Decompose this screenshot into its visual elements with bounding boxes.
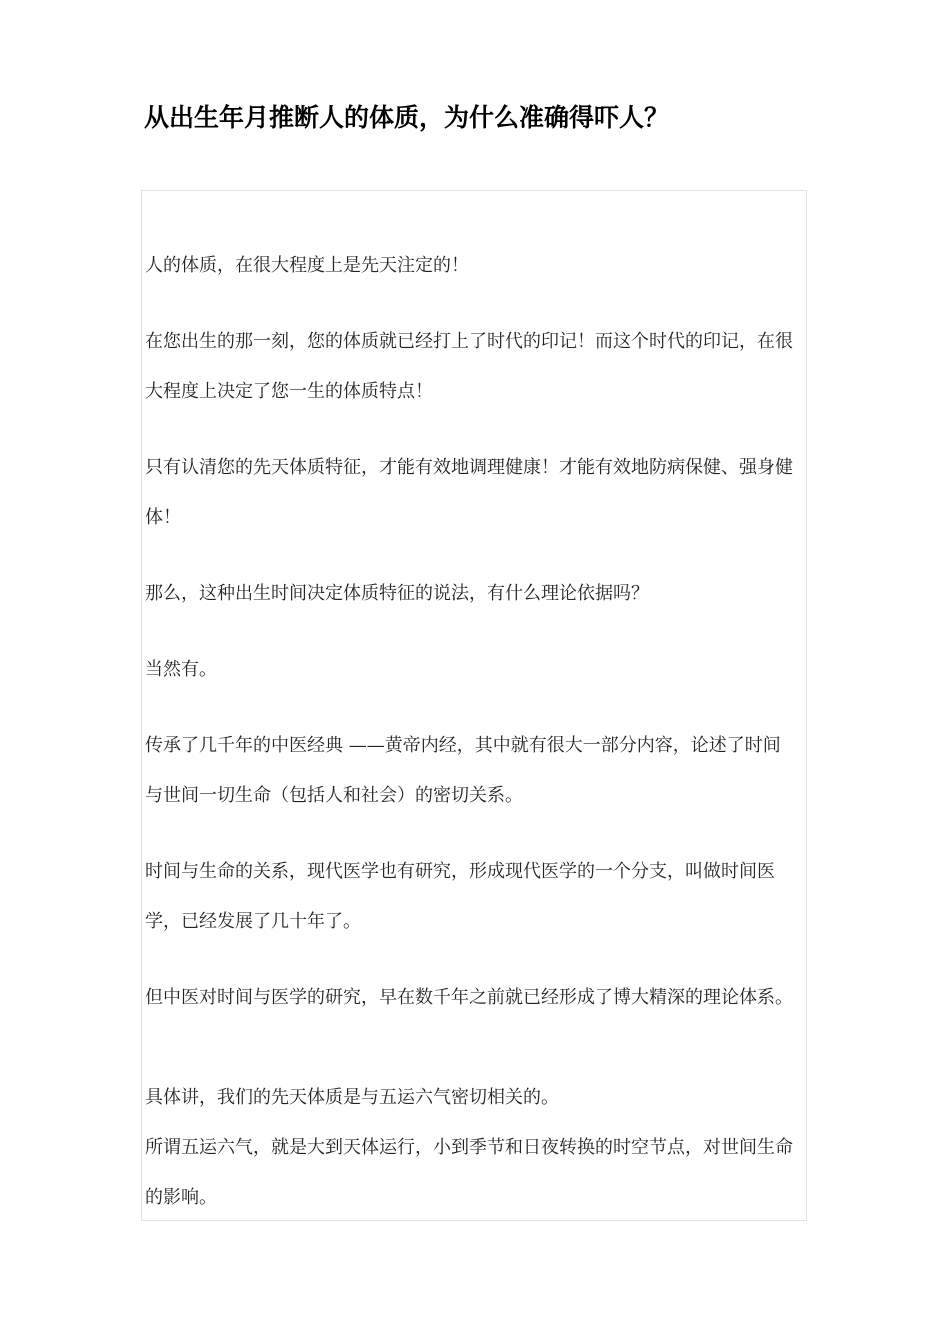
paragraph-4: 那么，这种出生时间决定体质特征的说法，有什么理论依据吗？ xyxy=(145,583,649,604)
paragraph-7: 时间与生命的关系，现代医学也有研究，形成现代医学的一个分支，叫做时间医学，已经发展了几十年了。 xyxy=(145,861,775,932)
paragraph-8: 但中医对时间与医学的研究，早在数千年之前就已经形成了博大精深的理论体系。 xyxy=(145,987,793,1008)
paragraph-6: 传承了几千年的中医经典 ——黄帝内经，其中就有很大一部分内容，论述了时间与世间一切生命（包括人和社会）的密切关系。 xyxy=(145,735,781,806)
paragraph-1: 人的体质，在很大程度上是先天注定的！ xyxy=(145,255,469,276)
paragraph-10: 所谓五运六气，就是大到天体运行，小到季节和日夜转换的时空节点，对世间生命的影响。 xyxy=(145,1137,793,1208)
paragraph-9: 具体讲，我们的先天体质是与五运六气密切相关的。 xyxy=(145,1087,559,1108)
document-title: 从出生年月推断人的体质，为什么准确得吓人？ xyxy=(144,103,670,132)
paragraph-2: 在您出生的那一刻，您的体质就已经打上了时代的印记！而这个时代的印记，在很大程度上决定了您一生的体质特点！ xyxy=(145,331,793,402)
paragraph-3: 只有认清您的先天体质特征，才能有效地调理健康！才能有效地防病保健、强身健体！ xyxy=(145,457,793,528)
paragraph-5: 当然有。 xyxy=(145,659,217,680)
